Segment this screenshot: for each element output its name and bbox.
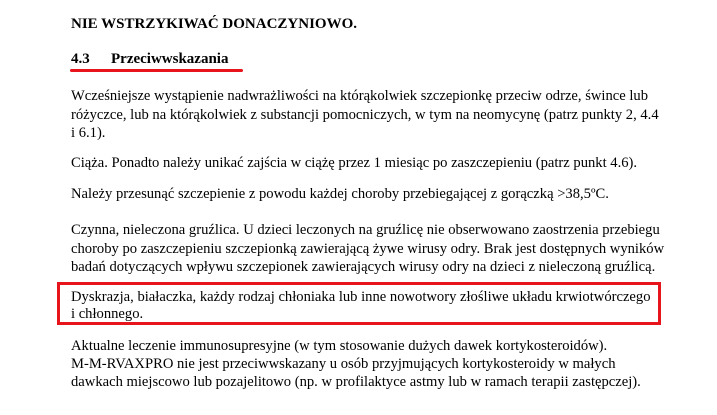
paragraph-dyscrasia-line-2: i chłonnego. (71, 306, 144, 322)
section-title: Przeciwwskazania (111, 51, 229, 67)
paragraph-tuberculosis-line-1: Czynna, nieleczona gruźlica. U dzieci leczonych na gruźlicę nie obserwowano zaostrzenia przebiegu (71, 222, 660, 238)
paragraph-pregnancy: Ciąża. Ponadto należy unikać zajścia w ciążę przez 1 miesiąc po zaszczepieniu (patrz punkt 4.6). (71, 155, 638, 171)
paragraph-tuberculosis-line-2: choroby po zaszczepieniu szczepionką zawierającą żywe wirusy odry. Brak jest dostępnych wyników (71, 241, 665, 257)
red-underline-annotation (70, 69, 243, 72)
paragraph-tuberculosis-line-3: badań dotyczących wpływu szczepionek zawierających wirusy odry na dzieci z nieleczoną gruźlicą. (71, 259, 656, 275)
paragraph-hypersensitivity-line-3: i 6.1). (71, 125, 106, 141)
paragraph-immunosuppressive-line-2: M-M-RVAXPRO nie jest przeciwwskazany u osób przyjmujących kortykosteroidy w małych (71, 356, 616, 372)
page-heading: NIE WSTRZYKIWAĆ DONACZYNIOWO. (71, 16, 358, 32)
section-number: 4.3 (71, 51, 90, 67)
paragraph-fever: Należy przesunąć szczepienie z powodu każdej choroby przebiegającej z gorączką >38,5ºC. (71, 186, 609, 202)
paragraph-immunosuppressive-line-1: Aktualne leczenie immunosupresyjne (w tym stosowanie dużych dawek kortykosteroidów). (71, 338, 608, 354)
paragraph-hypersensitivity-line-2: różyczce, lub na którąkolwiek z substancji pomocniczych, w tym na neomycynę (patrz punkty 2, 4.4 (71, 107, 659, 123)
paragraph-dyscrasia-line-1: Dyskrazja, białaczka, każdy rodzaj chłoniaka lub inne nowotwory złośliwe układu krwiotwórczego (71, 289, 651, 305)
paragraph-immunosuppressive-line-3: dawkach miejscowo lub pozajelitowo (np. w profilaktyce astmy lub w ramach terapii zastępczej). (71, 374, 641, 390)
paragraph-hypersensitivity-line-1: Wcześniejsze wystąpienie nadwrażliwości na którąkolwiek szczepionkę przeciw odrze, śwince lub (71, 88, 649, 104)
